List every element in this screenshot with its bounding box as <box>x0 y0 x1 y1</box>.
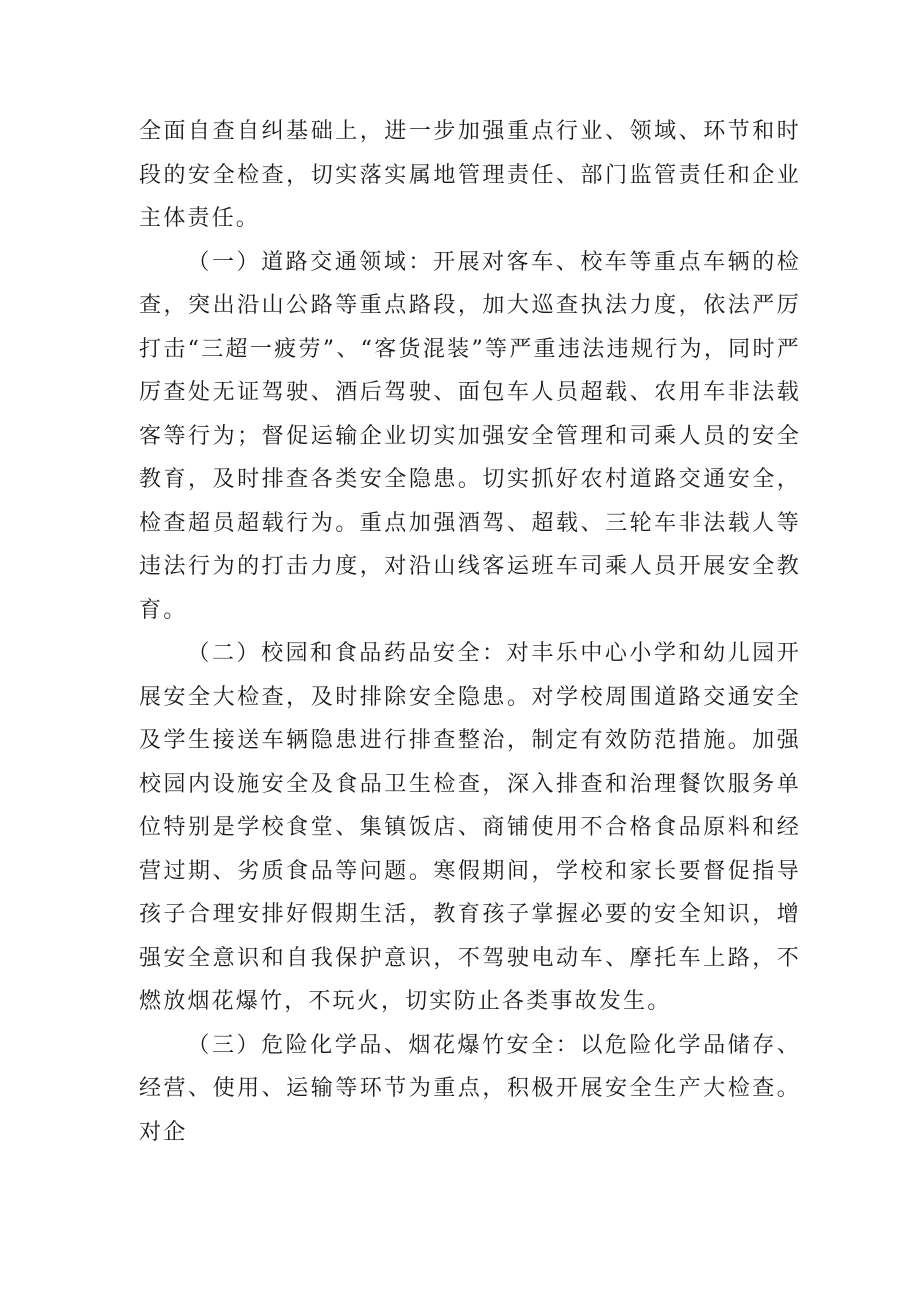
paragraph-hazardous-chemicals: （三）危险化学品、烟花爆竹安全：以危险化学品储存、经营、使用、运输等环节为重点，积极开展安全生产大检查。对企 <box>139 1032 801 1145</box>
document-body <box>139 110 801 1154</box>
paragraph-intro-continuation: 全面自查自纠基础上，进一步加强重点行业、领域、环节和时段的安全检查，切实落实属地管理责任、部门监管责任和企业主体责任。 <box>139 119 801 231</box>
paragraph-road-traffic: （一）道路交通领域：开展对客车、校车等重点车辆的检查，突出沿山公路等重点路段，加大巡查执法力度，依法严厉打击“三超一疲劳”、“客货混装”等严重违法违规行为，同时严厉查处无证驾驶、酒后驾驶、面包车人员超载、农用车非法载客等行为；督促运输企业切实加强安全管理和司乘人员的安全教育，及时排查各类安全隐患。切实抓好农村道路交通安全，检查超员超载行为。重点加强酒驾、超载、三轮车非法载人等违法行为的打击力度，对沿山线客运班车司乘人员开展安全教育。 <box>139 249 801 623</box>
paragraph-campus-food-safety: （二）校园和食品药品安全：对丰乐中心小学和幼儿园开展安全大检查，及时排除安全隐患。对学校周围道路交通安全及学生接送车辆隐患进行排查整治，制定有效防范措施。加强校园内设施安全及食品卫生检查，深入排查和治理餐饮服务单位特别是学校食堂、集镇饭店、商铺使用不合格食品原料和经营过期、劣质食品等问题。寒假期间，学校和家长要督促指导孩子合理安排好假期生活，教育孩子掌握必要的安全知识，增强安全意识和自我保护意识，不驾驶电动车、摩托车上路，不燃放烟花爆竹，不玩火，切实防止各类事故发生。 <box>139 641 801 1014</box>
